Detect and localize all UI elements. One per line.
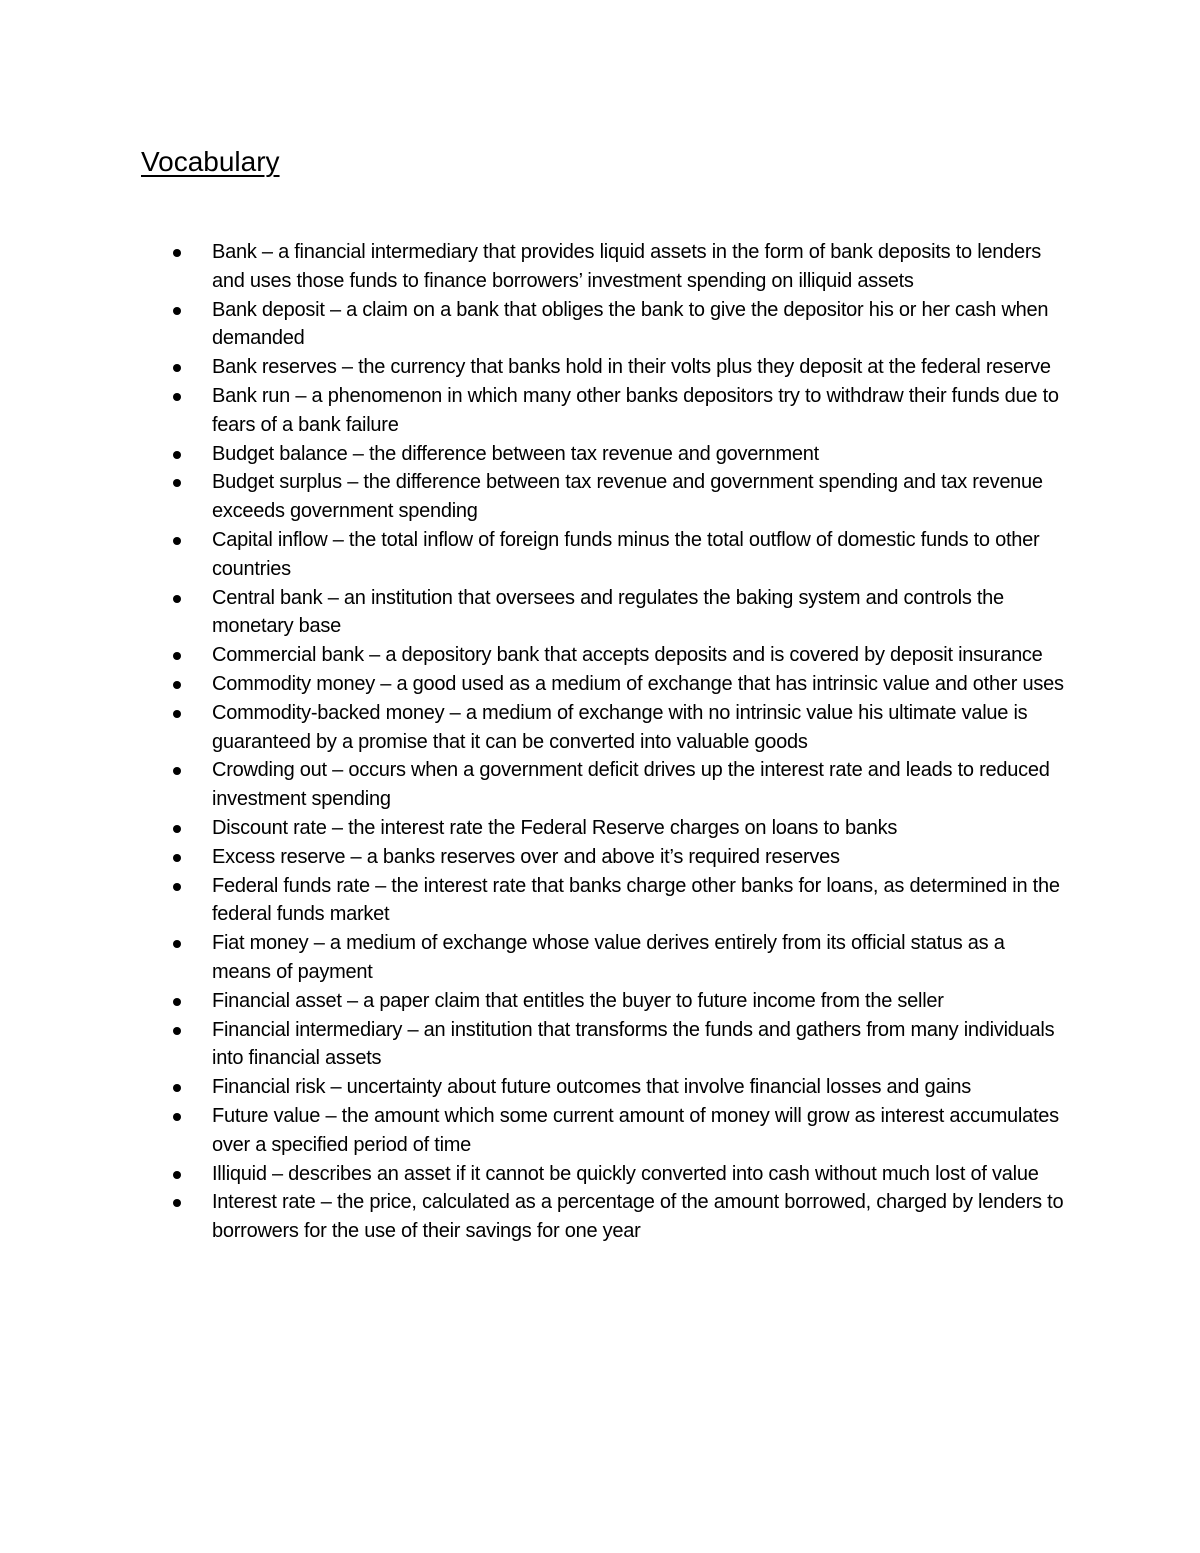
list-item <box>166 929 1066 987</box>
list-item <box>166 1188 1066 1246</box>
list-item-text: Central bank – an institution that oversees and regulates the baking system and controls the monetary base <box>212 586 1004 638</box>
list-item-text: Capital inflow – the total inflow of foreign funds minus the total outflow of domestic funds to other countries <box>212 528 1040 580</box>
page-title: Vocabulary <box>141 146 280 177</box>
bullet-icon <box>173 883 181 891</box>
list-item-text: Bank reserves – the currency that banks hold in their volts plus they deposit at the federal reserve <box>212 356 1051 379</box>
list-item-text: Financial risk – uncertainty about future outcomes that involve financial losses and gains <box>212 1076 972 1099</box>
list-item-text: Budget balance – the difference between tax revenue and government <box>212 442 819 465</box>
list-item <box>166 1102 1066 1160</box>
list-item-text: Bank deposit – a claim on a bank that obliges the bank to give the depositor his or her cash when demanded <box>212 298 1049 350</box>
list-item-text: Fiat money – a medium of exchange whose value derives entirely from its official status as a means of payment <box>212 932 1005 983</box>
bullet-icon <box>173 1027 181 1035</box>
list-item-text: Budget surplus – the difference between tax revenue and government spending and tax revenue exceeds government spending <box>212 471 1043 523</box>
list-item <box>166 670 1066 699</box>
bullet-icon <box>173 595 181 603</box>
list-item <box>166 584 1066 642</box>
bullet-icon <box>173 710 181 718</box>
list-item <box>166 1160 1066 1189</box>
bullet-icon <box>173 998 181 1006</box>
list-item <box>166 699 1066 757</box>
list-item-text: Bank run – a phenomenon in which many other banks depositors try to withdraw their funds due to fears of a bank failure <box>212 384 1059 436</box>
bullet-icon <box>173 1113 181 1121</box>
list-item <box>166 526 1066 584</box>
bullet-icon <box>173 681 181 689</box>
list-item-text: Future value – the amount which some current amount of money will grow as interest accumulates over a specified period of time <box>212 1104 1059 1156</box>
bullet-icon <box>173 393 181 401</box>
list-item-text: Financial asset – a paper claim that entitles the buyer to future income from the seller <box>212 989 944 1012</box>
bullet-icon <box>173 1084 181 1092</box>
bullet-icon <box>173 451 181 459</box>
bullet-icon <box>173 940 181 948</box>
list-item <box>166 296 1066 354</box>
list-item <box>166 814 1066 843</box>
bullet-icon <box>173 1171 181 1179</box>
list-item-text: Excess reserve – a banks reserves over and above it’s required reserves <box>212 845 840 868</box>
list-item <box>166 238 1066 296</box>
list-item <box>166 468 1066 526</box>
list-item-text: Commercial bank – a depository bank that accepts deposits and is covered by deposit insurance <box>212 644 1043 667</box>
list-item <box>166 353 1066 382</box>
bullet-icon <box>173 1199 181 1207</box>
bullet-icon <box>173 825 181 833</box>
list-item <box>166 756 1066 814</box>
bullet-icon <box>173 249 181 257</box>
list-item <box>166 1016 1066 1074</box>
bullet-icon <box>173 854 181 862</box>
list-item-text: Interest rate – the price, calculated as a percentage of the amount borrowed, charged by lenders to borrowers for the use of their savings for one year <box>212 1191 1064 1243</box>
bullet-icon <box>173 652 181 660</box>
list-item <box>166 872 1066 930</box>
list-item-text: Federal funds rate – the interest rate that banks charge other banks for loans, as determined in the federal funds market <box>212 874 1060 926</box>
list-item <box>166 1073 1066 1102</box>
bullet-icon <box>173 479 181 487</box>
list-item-text: Bank – a financial intermediary that provides liquid assets in the form of bank deposits to lenders and uses those funds to finance borrowers’ investment spending on illiquid assets <box>212 241 1042 292</box>
list-item-text: Crowding out – occurs when a government deficit drives up the interest rate and leads to reduced investment spending <box>212 759 1050 811</box>
bullet-icon <box>173 537 181 545</box>
list-item <box>166 440 1066 469</box>
list-item-text: Illiquid – describes an asset if it cannot be quickly converted into cash without much lost of value <box>212 1162 1039 1185</box>
vocabulary-list <box>166 238 1066 1246</box>
bullet-icon <box>173 307 181 315</box>
list-item-text: Discount rate – the interest rate the Federal Reserve charges on loans to banks <box>212 816 898 839</box>
list-item <box>166 987 1066 1016</box>
list-item-text: Commodity-backed money – a medium of exchange with no intrinsic value his ultimate value is guaranteed by a promise that it can be converted into valuable goods <box>212 701 1028 753</box>
list-item-text: Commodity money – a good used as a medium of exchange that has intrinsic value and other uses <box>212 672 1064 695</box>
bullet-icon <box>173 364 181 372</box>
bullet-icon <box>173 767 181 775</box>
list-item <box>166 843 1066 872</box>
list-item <box>166 382 1066 440</box>
list-item-text: Financial intermediary – an institution that transforms the funds and gathers from many individuals into financial assets <box>212 1018 1055 1070</box>
list-item <box>166 641 1066 670</box>
